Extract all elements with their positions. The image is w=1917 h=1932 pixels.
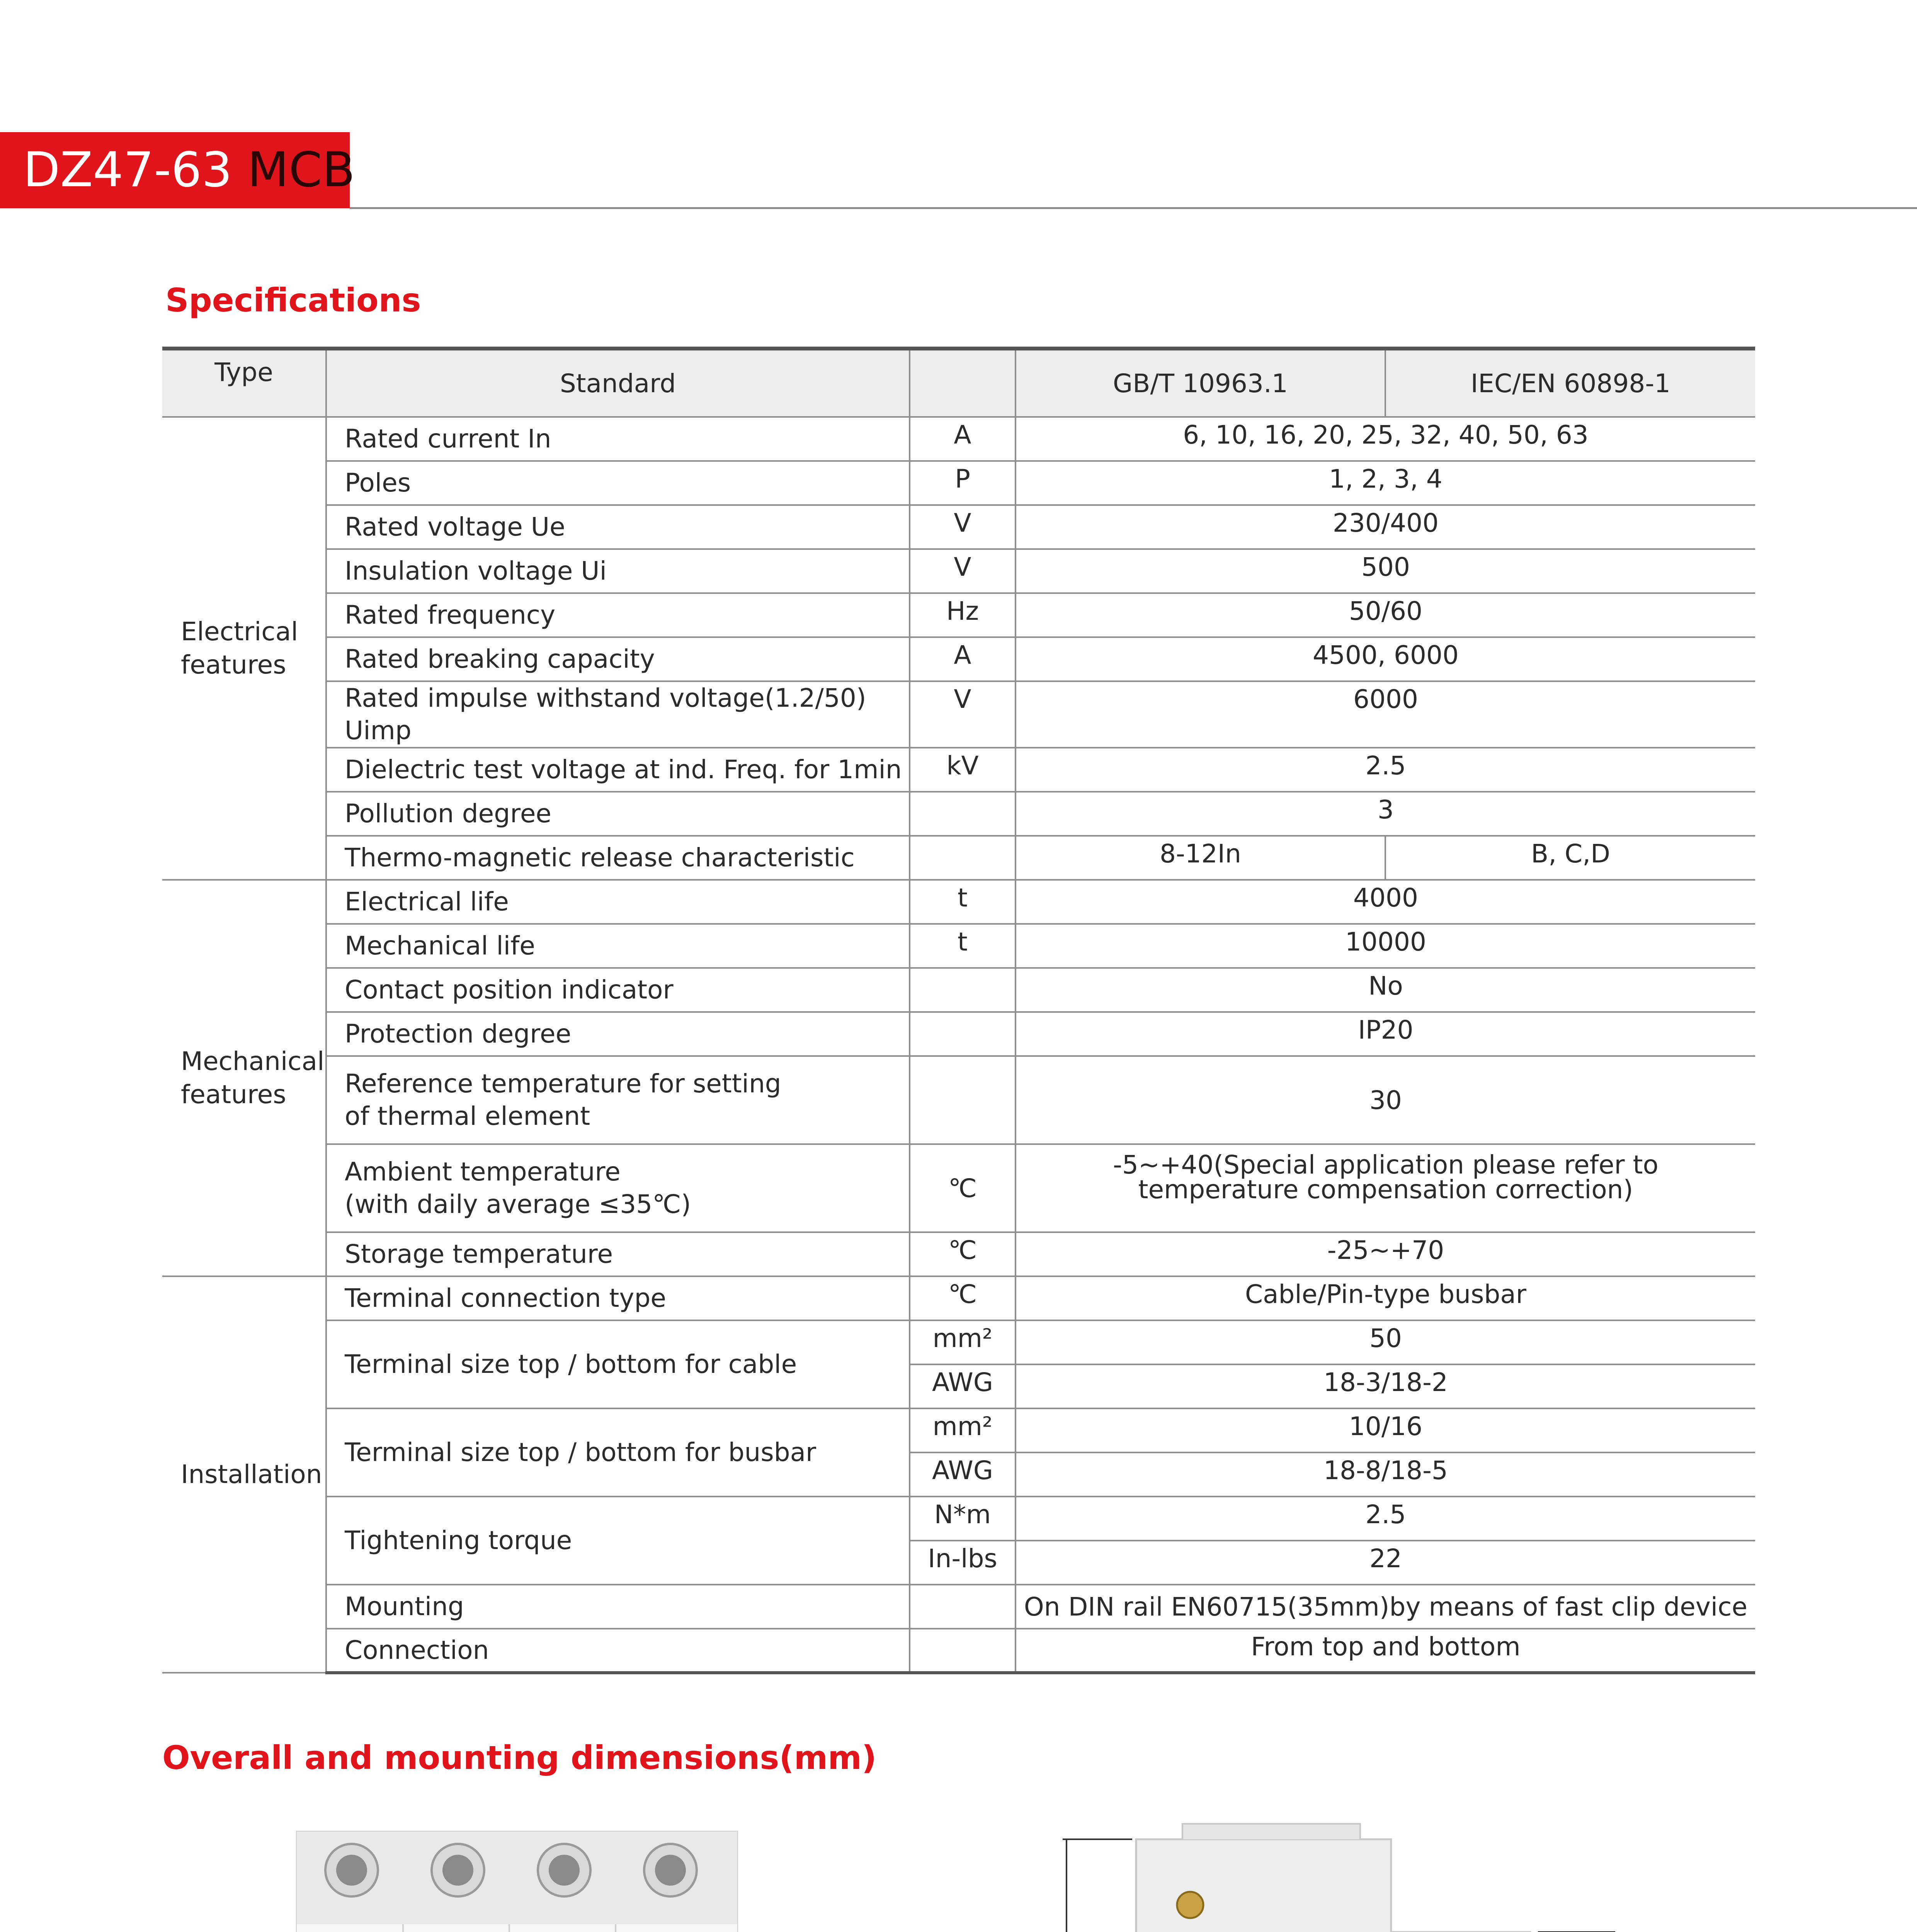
param-cell: Poles (326, 461, 910, 505)
param-cell: Mounting (326, 1585, 910, 1629)
value-cell: 4000 (1015, 880, 1755, 924)
table-row (162, 593, 1755, 637)
table-row (162, 461, 1755, 505)
table-row (162, 792, 1755, 836)
param-cell: Rated voltage Ue (326, 505, 910, 549)
unit-cell: P (910, 461, 1015, 505)
param-cell: Insulation voltage Ui (326, 549, 910, 593)
group-mechanical: Mechanical features (162, 880, 326, 1276)
unit-cell: ℃ (910, 1232, 1015, 1276)
table-header-row (162, 349, 1755, 417)
value-cell: 50 (1015, 1320, 1755, 1364)
value-cell: 1, 2, 3, 4 (1015, 461, 1755, 505)
table-row (162, 968, 1755, 1012)
table-row (162, 1629, 1755, 1673)
table-row (162, 1012, 1755, 1056)
param-cell: Contact position indicator (326, 968, 910, 1012)
value-cell: 18-8/18-5 (1015, 1452, 1755, 1497)
unit-cell: V (910, 505, 1015, 549)
table-row (162, 748, 1755, 792)
table-row (162, 1144, 1755, 1232)
specifications-heading: Specifications (165, 281, 421, 319)
title-suffix: MCB (247, 142, 355, 198)
param-cell: Connection (326, 1629, 910, 1673)
dimensions-heading: Overall and mounting dimensions(mm) (162, 1739, 877, 1777)
value-cell: 500 (1015, 549, 1755, 593)
value-cell: 3 (1015, 792, 1755, 836)
value-cell: 10000 (1015, 924, 1755, 968)
value-cell: Cable/Pin-type busbar (1015, 1276, 1755, 1320)
table-row (162, 681, 1755, 748)
table-row (162, 417, 1755, 461)
table-row (162, 1585, 1755, 1629)
value-cell: -5~+40(Special application please refer to temperature compensation correction) (1015, 1144, 1755, 1232)
value-cell: No (1015, 968, 1755, 1012)
col-unit-header (910, 349, 1015, 417)
param-cell: Reference temperature for setting of thermal element (326, 1056, 910, 1144)
table-row (162, 505, 1755, 549)
table-row (162, 836, 1755, 880)
table-row (162, 1232, 1755, 1276)
unit-cell: V (910, 549, 1015, 593)
unit-cell: AWG (910, 1452, 1015, 1497)
table-row (162, 924, 1755, 968)
value-cell: 2.5 (1015, 1497, 1755, 1541)
value-cell: 230/400 (1015, 505, 1755, 549)
param-cell: Ambient temperature (with daily average ≤35℃) (326, 1144, 910, 1232)
param-cell: Protection degree (326, 1012, 910, 1056)
title-model: DZ47-63 (23, 142, 232, 198)
unit-cell: Hz (910, 593, 1015, 637)
unit-cell (910, 836, 1015, 880)
value-cell: 10/16 (1015, 1408, 1755, 1452)
value-cell-2: B, C,D (1385, 836, 1755, 880)
group-installation: Installation (162, 1276, 326, 1673)
param-cell: Rated impulse withstand voltage(1.2/50) Uimp (326, 681, 910, 748)
table-row (162, 880, 1755, 924)
label-panel (297, 1924, 737, 1932)
col-iec-header: IEC/EN 60898-1 (1385, 349, 1755, 417)
unit-cell: In-lbs (910, 1541, 1015, 1585)
value-cell: 8-12In (1015, 836, 1385, 880)
param-cell: Thermo-magnetic release characteristic (326, 836, 910, 880)
table-row (162, 1497, 1755, 1541)
value-cell: 6000 (1015, 681, 1755, 748)
value-cell: 30 (1015, 1056, 1755, 1144)
table-row (162, 637, 1755, 681)
param-cell: Mechanical life (326, 924, 910, 968)
param-cell: Rated breaking capacity (326, 637, 910, 681)
param-cell: Tightening torque (326, 1497, 910, 1585)
table-row (162, 1276, 1755, 1320)
unit-cell: V (910, 681, 1015, 748)
unit-cell: mm² (910, 1320, 1015, 1364)
unit-cell (910, 1585, 1015, 1629)
table-row (162, 1056, 1755, 1144)
unit-cell (910, 792, 1015, 836)
table-row (162, 1320, 1755, 1364)
unit-cell: t (910, 924, 1015, 968)
param-cell: Electrical life (326, 880, 910, 924)
unit-cell (910, 968, 1015, 1012)
unit-cell (910, 1012, 1015, 1056)
value-cell: 4500, 6000 (1015, 637, 1755, 681)
param-cell: Storage temperature (326, 1232, 910, 1276)
param-cell: Terminal size top / bottom for busbar (326, 1408, 910, 1497)
param-cell: Rated frequency (326, 593, 910, 637)
front-view-diagram (286, 1816, 788, 1932)
unit-cell (910, 1629, 1015, 1673)
param-cell: Rated current In (326, 417, 910, 461)
param-cell: Dielectric test voltage at ind. Freq. for 1min (326, 748, 910, 792)
value-cell: -25~+70 (1015, 1232, 1755, 1276)
col-standard-header: Standard (326, 349, 910, 417)
param-cell: Terminal size top / bottom for cable (326, 1320, 910, 1408)
unit-cell: N*m (910, 1497, 1015, 1541)
col-gb-header: GB/T 10963.1 (1015, 349, 1385, 417)
value-cell: IP20 (1015, 1012, 1755, 1056)
specifications-table (162, 347, 1755, 1674)
unit-cell: AWG (910, 1364, 1015, 1408)
col-type-header: Type (162, 349, 326, 417)
value-cell: 2.5 (1015, 748, 1755, 792)
group-electrical: Electrical features (162, 417, 326, 880)
page-title (23, 132, 355, 208)
value-cell: On DIN rail EN60715(35mm)by means of fast clip device (1015, 1585, 1755, 1629)
unit-cell: A (910, 637, 1015, 681)
value-cell: From top and bottom (1015, 1629, 1755, 1673)
table-row (162, 549, 1755, 593)
side-view-diagram (1012, 1816, 1669, 1932)
unit-cell: A (910, 417, 1015, 461)
unit-cell: mm² (910, 1408, 1015, 1452)
title-divider (350, 207, 1917, 209)
unit-cell: ℃ (910, 1276, 1015, 1320)
table-row (162, 1408, 1755, 1452)
unit-cell: t (910, 880, 1015, 924)
unit-cell: kV (910, 748, 1015, 792)
value-cell: 50/60 (1015, 593, 1755, 637)
value-cell: 22 (1015, 1541, 1755, 1585)
value-cell: 6, 10, 16, 20, 25, 32, 40, 50, 63 (1015, 417, 1755, 461)
param-cell: Terminal connection type (326, 1276, 910, 1320)
unit-cell: ℃ (910, 1144, 1015, 1232)
param-cell: Pollution degree (326, 792, 910, 836)
value-cell: 18-3/18-2 (1015, 1364, 1755, 1408)
unit-cell (910, 1056, 1015, 1144)
